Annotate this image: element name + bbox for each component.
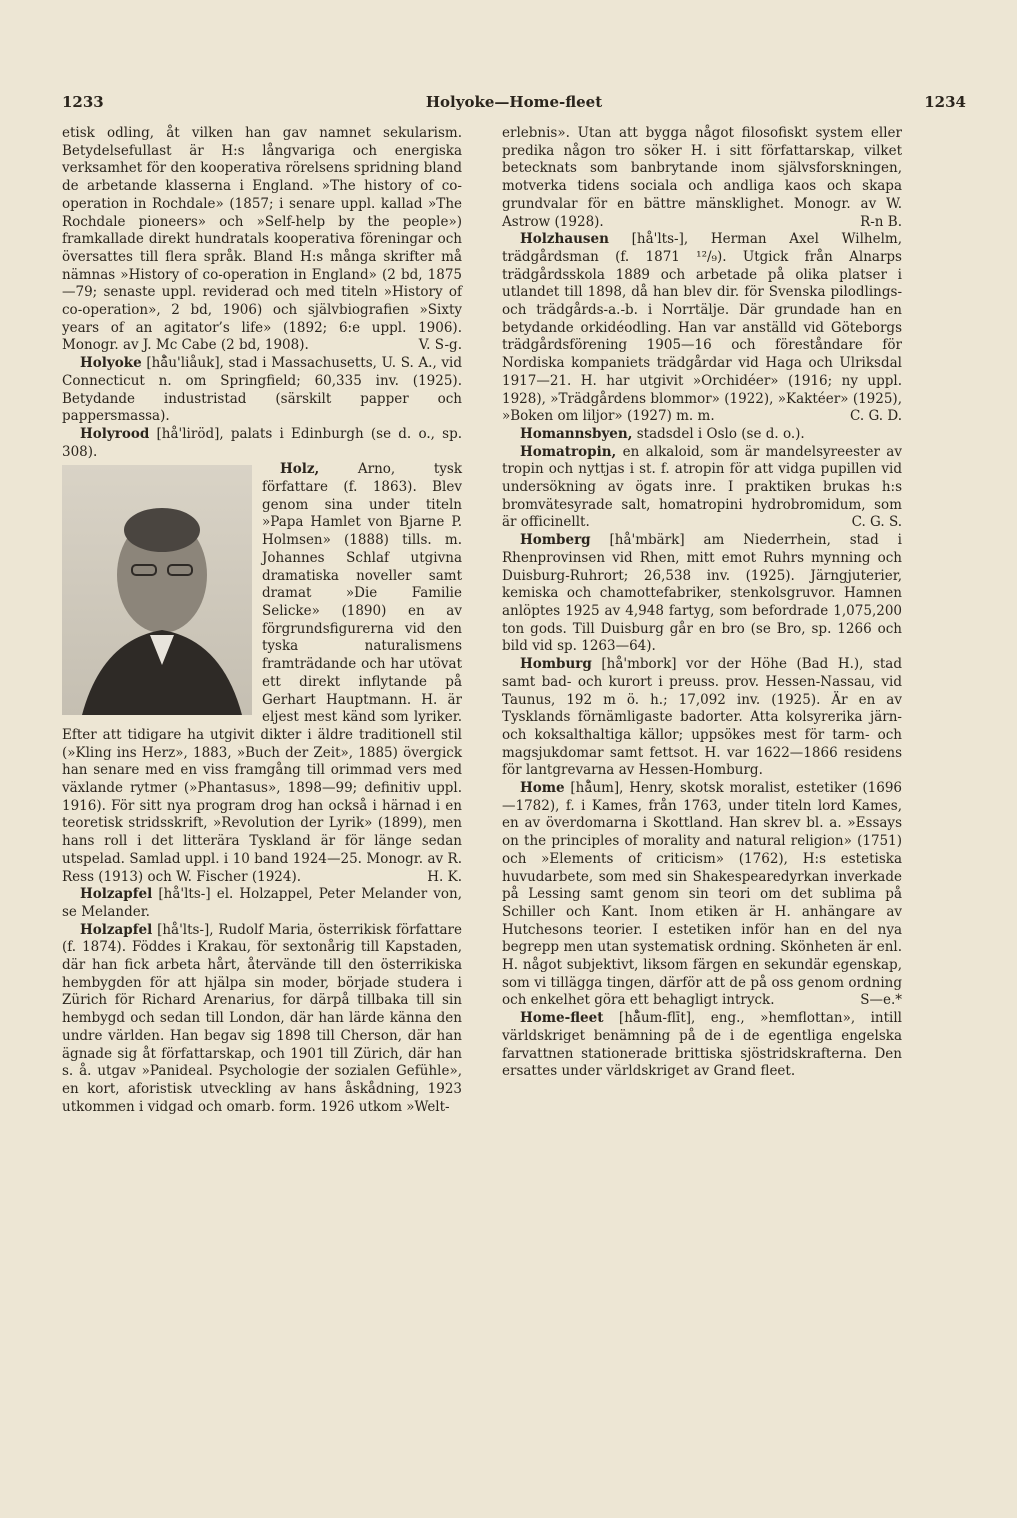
- left-page-number: 1233: [62, 93, 104, 111]
- running-title: Holyoke—Home-fleet: [425, 93, 603, 111]
- entry-homannsbyen: [502, 426, 902, 444]
- entry-holzapfel_1: [62, 886, 462, 921]
- entry-text: [hå'lts-], Rudolf Maria, österrikisk författare (f. 1874). Föddes i Krakau, för sextonårig till Kapstaden, där han fick arbeta hårt, återvände till den österrikiska hembygden för att hjälpa sin moder, började studera i Zürich för Richard Arenarius, for därpå tillbaka till sin hembygd och sedan till London, där han lärde känna den undre världen. Han begav sig 1898 till Cherson, där han ägnade sig åt författarskap, och 1901 till Zürich, där han s. å. utgav »Panideal. Psychologie der sozialen Gefühle», en kort, aforistisk utveckling av hans åskådning, 1923 utkommen i vidgad och omarb. form. 1926 utkom »Welt-: [62, 921, 462, 1115]
- left-column: [62, 125, 462, 1116]
- entry-text: [hå'liröd], palats i Edinburgh (se d. o., sp. 308).: [62, 425, 462, 460]
- entry-text: [hå'mbärk] am Niederrhein, stad i Rhenprovinsen vid Rhen, mitt emot Ruhrs mynning och Duisburg-Ruhrort; 26,538 inv. (1925). Järngjuterier, kemiska och chamottefabriker, stenkolsgruvor. Hamnen anlöptes 1925 av 4,948 fartyg, som befordrade 1,075,200 ton gods. Till Duisburg går en bro (se Bro, sp. 1266 och bild vid sp. 1263—64).: [502, 532, 902, 655]
- headword: Holyoke: [80, 355, 142, 372]
- entry-text: [hå'mbork] vor der Höhe (Bad H.), stad samt bad- och kurort i preuss. prov. Hessen-Nassau, vid Taunus, 192 m ö. h.; 17,092 inv. (1925). Är en av Tysklands förnämligaste badorter. Atta kolsyrerika järn- och koksalthaltiga källor; uppsökes mest för tarm- och magsjukdomar samt fettsot. H. var 1622—1866 residens för lantgrevarna av Hessen-Homburg.: [502, 656, 902, 779]
- entry-home: [502, 780, 902, 1010]
- headword: Homannsbyen,: [520, 425, 633, 442]
- author-signature: R-n B.: [860, 213, 902, 230]
- headword: Holzapfel: [80, 886, 153, 903]
- entry-text: [hå̄um-flīt], eng., »hemflottan», intill världskriget benämning på de i de egentliga engelska farvattnen stationerade brittiska sjöstridskrafterna. Den ersattes under världskriget av Grand fleet.: [502, 1010, 902, 1080]
- author-signature: H. K.: [427, 868, 462, 885]
- entry-homburg: [502, 656, 902, 780]
- headword: Homberg: [520, 532, 591, 549]
- headword: Homatropin,: [520, 443, 617, 460]
- entry-text: [hå'lts-], Herman Axel Wilhelm, trädgårdsman (f. 1871 ¹²/₉). Utgick från Alnarps trädgårdsskola 1889 och arbetade på olika platser i utlandet till 1898, då han blev dir. för Svenska pilodlings- och trädgårds-a.-b. i Norrtälje. Där grundade han en betydande orkidéodling. Han var anställd vid Göteborgs trädgårdsförening 1905—16 och föreståndare för Nordiska kompaniets trädgårdar vid Haga och Ulriksdal 1917—21. H. har utgivit »Orchidéer» (1916; ny uppl. 1928), »Trädgårdens blommor» (1922), »Kaktéer» (1925), »Boken om liljor» (1927) m. m.: [502, 231, 902, 425]
- right-page-number: 1234: [924, 93, 966, 111]
- entry-holzapfel_2: [62, 922, 462, 1117]
- entry-holyrood: [62, 426, 462, 461]
- author-signature: C. G. D.: [850, 408, 902, 425]
- headword: Home: [520, 780, 565, 797]
- headword: Home-fleet: [520, 1010, 604, 1027]
- entry-holzhausen: [502, 231, 902, 426]
- portrait-photo: [62, 465, 252, 715]
- entry-holzapfel_cont: [502, 125, 902, 231]
- headword: Holyrood: [80, 425, 150, 442]
- headword: Holz,: [280, 461, 320, 478]
- entry-home_fleet: [502, 1010, 902, 1081]
- entry-text: erlebnis». Utan att bygga något filosofiskt system eller predika någon tro söker H. i sitt författarskap, vilket betecknats som banbrytande inom självsforskningen, motverka tidens sociala och andliga kaos och skapa grundvalar för en bättre mänsklighet. Monogr. av W. Astrow (1928).: [502, 125, 902, 230]
- author-signature: S—e.*: [860, 992, 902, 1009]
- entry-text: stadsdel i Oslo (se d. o.).: [632, 425, 805, 442]
- entry-text: en alkaloid, som är mandelsyreester av tropin och nyttjas i st. f. atropin för att vidga pupillen vid undersökning av ögats inre. I praktiken brukas h:s bromvätesyrade salt, homatropini hydrobromidum, som är officinellt.: [502, 443, 902, 531]
- entry-text: Arno, tysk författare (f. 1863). Blev genom sina under titeln »Papa Hamlet von Bjarne P. Holmsen» (1888) tills. m. Johannes Schlaf utgivna dramatiska noveller samt dramat »Die Familie Selicke» (1890) en av förgrundsfigurerna vid den tyska naturalismens framträdande och har utövat ett direkt inflytande på Gerhart Hauptmann. H. är eljest mest känd som lyriker. Efter att tidigare ha utgivit dikter i äldre traditionell stil (»Kling ins Herz», 1883, »Buch der Zeit», 1885) övergick han senare med en viss framgång till orimmad vers med växlande rytmer (»Phantasus», 1898—99; definitiv uppl. 1916). För sitt nya program drog han också i härnad i en teoretisk stridsskrift, »Revolution der Lyrik» (1899), men hans roll i det litterära Tyskland är för länge sedan utspelad. Samlad uppl. i 10 band 1924—25. Monogr. av R. Ress (1913) och W. Fischer (1924).: [62, 461, 462, 885]
- page-header: [62, 93, 966, 117]
- right-column: [502, 125, 902, 1081]
- headword: Homburg: [520, 656, 592, 673]
- entry-text: [hå'lts-] el. Holzappel, Peter Melander von, se Melander.: [62, 886, 462, 920]
- entry-holyoke_town: [62, 355, 462, 426]
- author-signature: C. G. S.: [851, 514, 902, 531]
- entry-text: [hå̄u'liåuk], stad i Massachusetts, U. S. A., vid Connecticut n. om Springfield; 60,335 inv. (1925). Betydande industristad (särskilt papper och pappersmassa).: [62, 355, 462, 425]
- entry-homatropin: [502, 444, 902, 533]
- headword: Holzapfel: [80, 921, 153, 938]
- entry-text: [hå̄um], Henry, skotsk moralist, estetiker (1696—1782), f. i Kames, från 1763, under titeln lord Kames, en av överdomarna i Skottland. Han skrev bl. a. »Essays on the principles of morality and natural religion» (1751) och »Elements of criticism» (1762), H:s estetiska huvudarbete, som med sin Shakespearedyrkan inverkade på Lessing samt genom sin teori om det sublima på Schiller och Kant. Inom etiken är H. anhängare av Hutchesons teorier. I estetiken inför han en del nya begrepp men utan systematisk ordning. Skönheten är enl. H. något subjektivt, liksom färgen en sekundär egenskap, som vi tillägga tingen, därför att de på oss genom ordning och enkelhet göra ett behagligt intryck.: [502, 780, 902, 1009]
- entry-holz_1: [62, 461, 462, 886]
- entry-text: etisk odling, åt vilken han gav namnet sekularism. Betydelsefullast är H:s långvariga och energiska verksamhet för den kooperativa rörelsens spridning bland de arbetande klasserna i England. »The history of co-operation in Rochdale» (1857; i senare uppl. kallad »The Rochdale pioneers» och »Self-help by the people») framkallade direkt hundratals kooperativa föreningar och översattes till flera språk. Bland H:s många skrifter må nämnas »History of co-operation in England» (2 bd, 1875—79; senaste uppl. reviderad och med titeln »History of co-operation», 2 bd, 1906) och självbiografien »Sixty years of an agitator’s life» (1892; 6:e uppl. 1906). Monogr. av J. Mc Cabe (2 bd, 1908).: [62, 125, 462, 354]
- headword: Holzhausen: [520, 231, 609, 248]
- entry-holyoke_cont_1: [62, 125, 462, 355]
- author-signature: V. S-g.: [418, 337, 462, 354]
- entry-homberg: [502, 532, 902, 656]
